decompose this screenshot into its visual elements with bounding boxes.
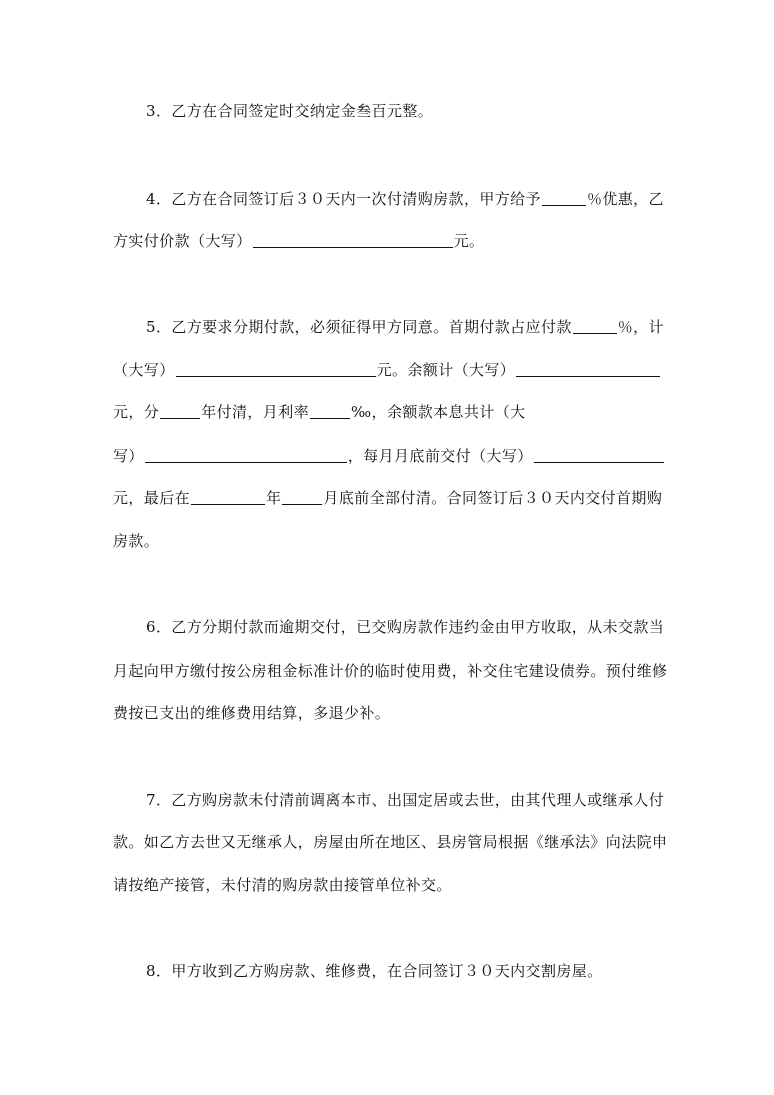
total-principal-interest-blank: [145, 447, 347, 463]
clause-5-text: （大写）: [113, 361, 175, 379]
clause-4-text: 元。: [453, 232, 485, 250]
clause-7-text: 款。如乙方去世又无继承人，房屋由所在地区、县房管局根据《继承法》向法院申: [113, 833, 668, 851]
clause-7-text: 请按绝产接管，未付清的购房款由接管单位补交。: [113, 876, 452, 894]
clause-6-text: 6．乙方分期付款而逾期交付，已交购房款作违约金由甲方收取，从未交款当: [146, 618, 665, 636]
monthly-rate-blank: [310, 403, 350, 419]
clause-5-text: 年付清，月利率: [201, 403, 310, 421]
clause-5-text: ，每月月底前交付（大写）: [347, 447, 533, 465]
clause-5-text: 元。余额计（大写）: [376, 361, 516, 379]
first-payment-amount-blank: [176, 361, 376, 377]
final-year-blank: [191, 489, 265, 505]
clause-6-line-2: [113, 661, 667, 681]
remaining-amount-blank: [516, 361, 660, 377]
clause-5-text: 写）: [113, 447, 144, 465]
discount-percent-blank: [542, 190, 586, 206]
clause-6-text: 月起向甲方缴付按公房租金标准计价的临时使用费，补交住宅建设债券。预付维修: [113, 662, 668, 680]
clause-4-text: 方实付价款（大写）: [113, 232, 252, 250]
clause-7-line-2: [113, 832, 667, 852]
clause-7-text: 7．乙方购房款未付清前调离本市、出国定居或去世，由其代理人或继承人付: [146, 791, 665, 809]
clause-5-line-1: [146, 317, 664, 337]
installment-years-blank: [160, 403, 200, 419]
clause-5-line-3: [113, 402, 526, 422]
clause-6-text: 费按已支出的维修费用结算，多退少补。: [113, 704, 391, 722]
clause-5-text: 房款。: [113, 532, 160, 550]
clause-5-text: ％，计: [617, 318, 664, 336]
final-month-blank: [282, 489, 322, 505]
clause-4-text: 4．乙方在合同签订后３０天内一次付清购房款，甲方给予: [146, 190, 541, 208]
clause-8-line-1: [146, 961, 603, 981]
clause-8-text: 8．甲方收到乙方购房款、维修费，在合同签订３０天内交割房屋。: [146, 962, 603, 980]
clause-7-line-3: [113, 875, 452, 895]
clause-5-text: 元，分: [113, 403, 160, 421]
clause-5-text: ‰，余额款本息共计（大: [351, 403, 526, 421]
clause-5-line-6: [113, 531, 159, 551]
clause-4-line-1: [146, 189, 664, 209]
clause-6-line-1: [146, 617, 664, 637]
actual-price-blank: [253, 232, 453, 248]
clause-3-line-1: [146, 101, 433, 121]
clause-5-text: 月底前全部付清。合同签订后３０天内交付首期购: [323, 489, 663, 507]
clause-5-text: 5．乙方要求分期付款，必须征得甲方同意。首期付款占应付款: [146, 318, 572, 336]
first-payment-percent-blank: [573, 318, 617, 334]
clause-6-line-3: [113, 703, 390, 723]
clause-4-line-2: [113, 231, 484, 251]
clause-7-line-1: [146, 790, 664, 810]
clause-5-line-5: [113, 488, 662, 508]
clause-5-line-4: [113, 446, 665, 466]
monthly-payment-blank: [534, 447, 664, 463]
clause-4-text: ％优惠，乙: [586, 190, 664, 208]
clause-5-text: 元，最后在: [113, 489, 191, 507]
clause-3-text: 3．乙方在合同签定时交纳定金叁百元整。: [146, 102, 434, 120]
clause-5-text: 年: [266, 489, 282, 507]
clause-5-line-2: [113, 360, 661, 380]
